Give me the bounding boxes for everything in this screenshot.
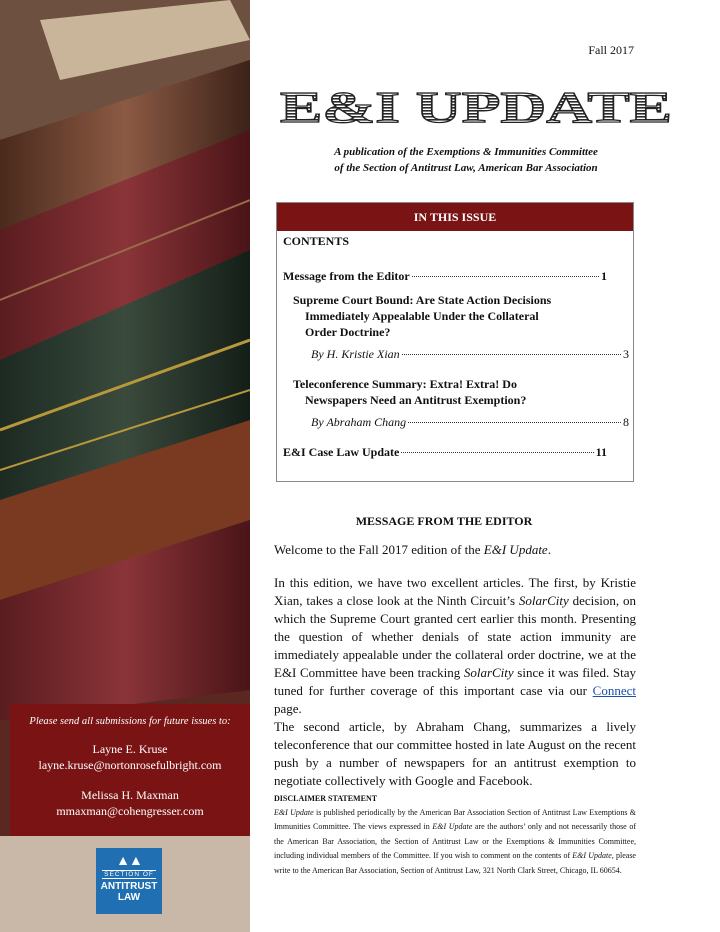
contact-1 [10, 741, 250, 773]
edition-paragraph [274, 574, 636, 718]
toc-heading: IN THIS ISSUE [277, 203, 633, 231]
contact-2 [10, 787, 250, 819]
contact-1-name: Layne E. Kruse [92, 742, 168, 756]
editor-message-heading: MESSAGE FROM THE EDITOR [355, 514, 533, 528]
connect-link[interactable]: Connect [592, 683, 636, 698]
logo-line2: ANTITRUST [100, 881, 158, 892]
in-this-issue-box [276, 202, 634, 482]
second-article-paragraph: The second article, by Abraham Chang, summarizes a lively teleconference that our committee hosted in late August on the recent push by a number of newspapers for an antitrust exemption to negotiate collectively with Google and Facebook. [274, 719, 636, 788]
toc-item-title: E&I Case Law Update [283, 445, 400, 459]
masthead-text: E&I UPDATE [280, 83, 672, 130]
disclaimer-heading: DISCLAIMER STATEMENT [274, 794, 378, 803]
toc-item-page: 1 [601, 269, 607, 283]
welcome-paragraph [274, 541, 636, 559]
toc-item-author-xian[interactable] [311, 347, 629, 362]
welcome-period: . [547, 542, 551, 557]
disclaimer-part-1: is published periodically by the American Bar Association Section of Antitrust Law Exemptions & Immunities Committee. The views expressed in [274, 808, 636, 832]
logo-line3: LAW [117, 892, 141, 903]
edition-text-c: since it was filed. Stay tuned for further coverage of this important case via our [274, 665, 637, 698]
toc-item-page: 8 [623, 415, 629, 429]
toc-item-title-line: Supreme Court Bound: Are State Action Decisions [293, 293, 552, 307]
masthead-title [278, 80, 678, 130]
toc-item-author-chang[interactable] [311, 415, 629, 430]
toc-item-page: 3 [623, 347, 629, 361]
toc-leader [402, 354, 621, 355]
toc-leader [408, 422, 621, 423]
welcome-text: Welcome to the Fall 2017 edition of the [274, 542, 484, 557]
publication-name: E&I Update [274, 808, 314, 817]
disclaimer-text [274, 806, 636, 878]
contact-2-name: Melissa H. Maxman [81, 788, 179, 802]
aba-antitrust-logo [96, 848, 162, 914]
toc-item-editor[interactable] [283, 269, 607, 284]
submissions-box [10, 704, 250, 836]
aba-mark-icon: ▲▲ [116, 852, 142, 868]
edition-text-a: In this edition, we have two excellent articles. The first, by Kristie Xian, takes a close look at the Ninth Circuit’s [274, 575, 636, 608]
toc-item-author: By H. Kristie Xian [311, 347, 400, 361]
masthead [278, 80, 678, 130]
submissions-label: Please send all submissions for future issues to: [29, 716, 231, 727]
contact-2-email[interactable]: mmaxman@cohengresser.com [56, 804, 204, 818]
toc-leader [412, 276, 599, 277]
subtitle-line-2: of the Section of Antitrust Law, American Bar Association [334, 162, 598, 174]
toc-item-teleconference[interactable] [293, 376, 526, 408]
edition-text-b: decision, on which the Supreme Court granted cert earlier this month. Presenting the question of whether denials of state action immunity are immediately appealable under the collateral order doctrine, we at the E&I Committee have been tracking [274, 593, 636, 680]
issue-date: Fall 2017 [588, 43, 634, 57]
case-name: SolarCity [463, 665, 514, 680]
toc-contents-label: CONTENTS [283, 234, 350, 248]
toc-item-title-line: Teleconference Summary: Extra! Extra! Do [293, 377, 517, 391]
toc-leader [401, 452, 593, 453]
disclaimer-part-3: , please write to the American Bar Association, Section of Antitrust Law, 321 North Clark Street, Chicago, IL 60654. [274, 851, 636, 875]
publication-subtitle [276, 144, 656, 176]
toc-item-supreme-court[interactable] [293, 292, 551, 340]
toc-item-title-line: Immediately Appealable Under the Collateral [305, 309, 539, 323]
contact-1-email[interactable]: layne.kruse@nortonrosefulbright.com [38, 758, 222, 772]
toc-item-page: 11 [595, 445, 607, 459]
disclaimer-part-2: are the authors’ only and not necessarily those of the American Bar Association, the Section of Antitrust Law or the Exemptions & Immunities Committee, including individual members of the Committee. If you wish to comment on the contents of [274, 822, 637, 861]
toc-item-author: By Abraham Chang [311, 415, 407, 429]
publication-name: E&I Update [572, 851, 612, 861]
edition-text-d: page. [274, 701, 302, 716]
toc-item-title: Message from the Editor [283, 269, 410, 283]
toc-item-title-line: Order Doctrine? [305, 325, 391, 339]
toc-item-case-law[interactable] [283, 445, 607, 460]
publication-name: E&I Update [432, 822, 473, 832]
welcome-publication-name: E&I Update [483, 542, 548, 557]
case-name: SolarCity [518, 593, 569, 608]
logo-line1: SECTION OF [102, 870, 156, 879]
subtitle-line-1: A publication of the Exemptions & Immunities Committee [334, 146, 598, 158]
toc-item-title-line: Newspapers Need an Antitrust Exemption? [305, 393, 527, 407]
